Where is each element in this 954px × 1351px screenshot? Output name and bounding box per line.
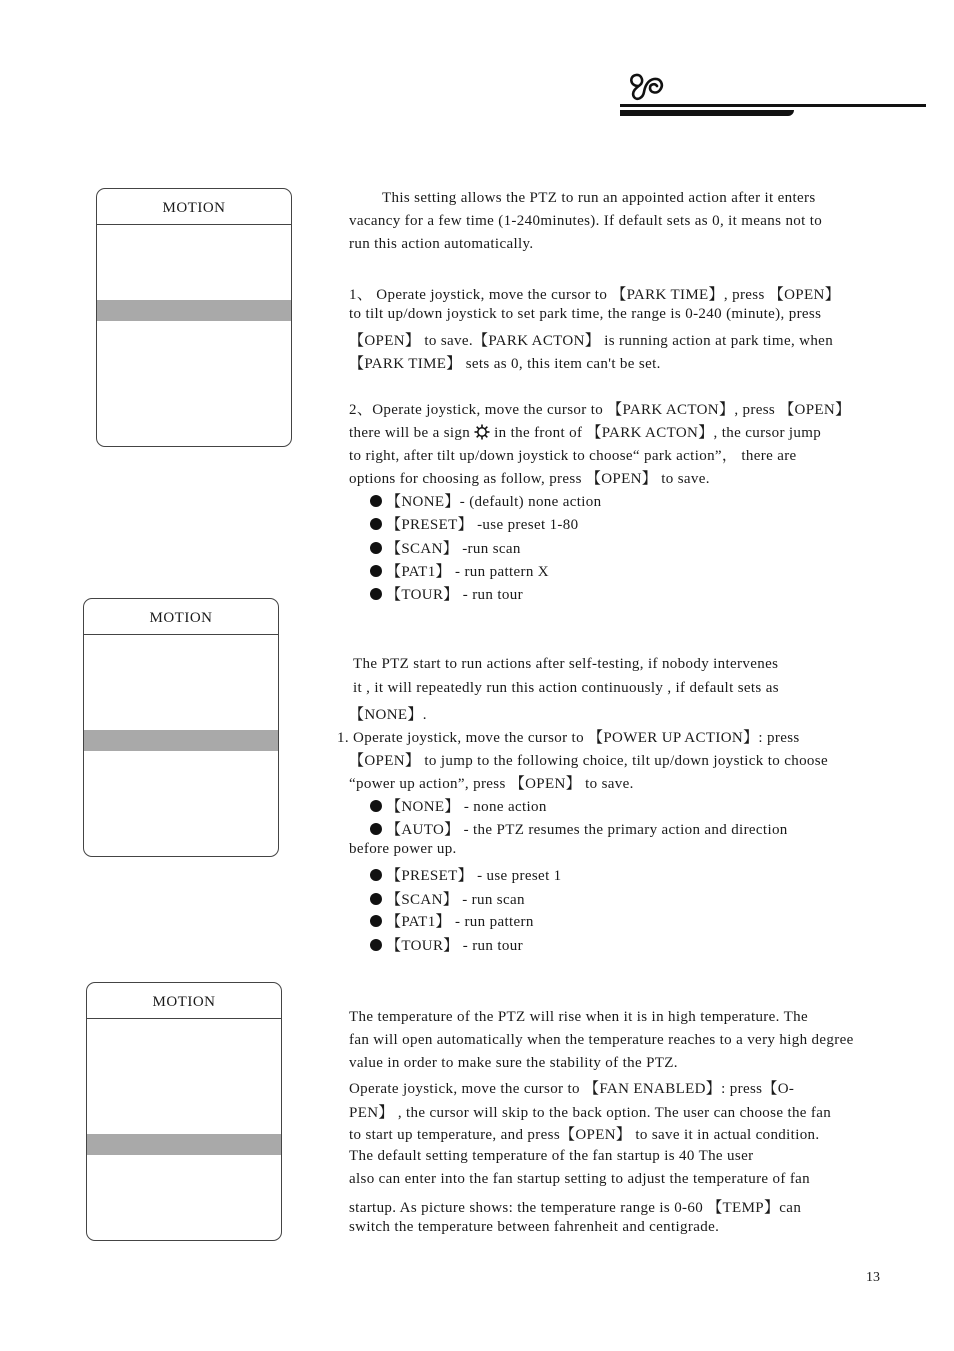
bullet-dot-icon <box>370 939 382 951</box>
text-line: The default setting temperature of the fan startup is 40 The user <box>349 1148 754 1164</box>
text-line: to right, after tilt up/down joystick to choose“ park action”， there are <box>349 448 797 464</box>
bullet-item <box>370 537 521 558</box>
bullet-dot-icon <box>370 542 382 554</box>
bullet-item <box>370 795 547 816</box>
bullet-text: 【PRESET】 - use preset 1 <box>386 868 562 884</box>
text-line: to start up temperature, and press【OPEN】 to save it in actual condition. <box>349 1127 820 1143</box>
bullet-dot-icon <box>370 915 382 927</box>
text-line: to tilt up/down joystick to set park time, the range is 0-240 (minute), press <box>349 306 822 322</box>
bullet-text: 【PAT1】 - run pattern X <box>386 564 549 580</box>
menu-title: MOTION <box>87 983 281 1019</box>
text-line: 1. Operate joystick, move the cursor to 【POWER UP ACTION】: press <box>337 730 800 746</box>
bullet-text: 【TOUR】 - run tour <box>386 938 523 954</box>
bullet-text: 【SCAN】 - run scan <box>386 892 525 908</box>
menu-selected-row <box>97 300 291 321</box>
bullet-text: 【NONE】- (default) none action <box>386 494 602 510</box>
text-line: 【OPEN】 to jump to the following choice, tilt up/down joystick to choose <box>349 753 828 769</box>
text-line: vacancy for a few time (1-240minutes). If default sets as 0, it means not to <box>349 213 823 229</box>
bullet-dot-icon <box>370 588 382 600</box>
bullet-text: 【SCAN】 -run scan <box>386 541 521 557</box>
text-line: The PTZ start to run actions after self-testing, if nobody intervenes <box>353 656 779 672</box>
bullet-text: 【PAT1】 - run pattern <box>386 914 534 930</box>
motion-menu-fan <box>86 982 282 1241</box>
bullet-text: 【NONE】 - none action <box>386 799 547 815</box>
bullet-dot-icon <box>370 800 382 812</box>
menu-title: MOTION <box>97 189 291 225</box>
bullet-item <box>370 934 523 955</box>
text-line: 2、Operate joystick, move the cursor to 【PARK ACTON】, press 【OPEN】 <box>349 402 851 418</box>
text-line: before power up. <box>349 841 457 857</box>
motion-menu-park <box>96 188 292 447</box>
text-fragment: there will be a sign <box>349 425 471 441</box>
bullet-dot-icon <box>370 893 382 905</box>
bullet-item <box>370 490 602 511</box>
text-line: it , it will repeatedly run this action continuously , if default sets as <box>353 680 779 696</box>
menu-selected-row <box>84 730 278 751</box>
bullet-dot-icon <box>370 565 382 577</box>
text-fragment: in the front of 【PARK ACTON】, the cursor jump <box>494 425 822 441</box>
bullet-item <box>370 818 788 839</box>
bullet-item <box>370 864 562 885</box>
bullet-item <box>370 888 525 909</box>
bullet-text: 【PRESET】 -use preset 1-80 <box>386 517 579 533</box>
text-line <box>349 421 821 442</box>
text-line: switch the temperature between fahrenheit and centigrade. <box>349 1219 720 1235</box>
text-line: This setting allows the PTZ to run an appointed action after it enters <box>382 190 816 206</box>
bullet-item <box>370 513 578 534</box>
bullet-dot-icon <box>370 869 382 881</box>
menu-title: MOTION <box>84 599 278 635</box>
text-line: 1、 Operate joystick, move the cursor to 【PARK TIME】, press 【OPEN】 <box>349 287 841 303</box>
bullet-item <box>370 560 549 581</box>
text-line: “power up action”, press 【OPEN】 to save. <box>349 776 634 792</box>
gear-sign-icon <box>474 424 490 440</box>
bullet-item <box>370 583 523 604</box>
bullet-text: 【AUTO】 - the PTZ resumes the primary action and direction <box>386 822 788 838</box>
text-line: fan will open automatically when the temperature reaches to a very high degree <box>349 1032 854 1048</box>
text-line: value in order to make sure the stability of the PTZ. <box>349 1055 678 1071</box>
text-line: PEN】 , the cursor will skip to the back option. The user can choose the fan <box>349 1105 832 1121</box>
bullet-dot-icon <box>370 823 382 835</box>
text-line: also can enter into the fan startup setting to adjust the temperature of fan <box>349 1171 811 1187</box>
text-line: 【OPEN】 to save.【PARK ACTON】 is running action at park time, when <box>349 333 834 349</box>
text-line: 【NONE】. <box>349 707 427 723</box>
text-line: Operate joystick, move the cursor to 【FAN ENABLED】: press【O- <box>349 1081 795 1097</box>
bullet-dot-icon <box>370 495 382 507</box>
motion-menu-power-up <box>83 598 279 857</box>
text-line: options for choosing as follow, press 【OPEN】 to save. <box>349 471 710 487</box>
text-line: The temperature of the PTZ will rise when it is in high temperature. The <box>349 1009 808 1025</box>
bullet-item <box>370 910 534 931</box>
header-rule-accent <box>620 110 794 116</box>
header-rule <box>620 104 926 107</box>
text-line: startup. As picture shows: the temperature range is 0-60 【TEMP】can <box>349 1200 802 1216</box>
swirl-logo-icon <box>626 70 666 102</box>
menu-selected-row <box>87 1134 281 1155</box>
bullet-text: 【TOUR】 - run tour <box>386 587 523 603</box>
page-number: 13 <box>866 1270 880 1285</box>
text-line: 【PARK TIME】 sets as 0, this item can't be set. <box>349 356 661 372</box>
bullet-dot-icon <box>370 518 382 530</box>
text-line: run this action automatically. <box>349 236 534 252</box>
